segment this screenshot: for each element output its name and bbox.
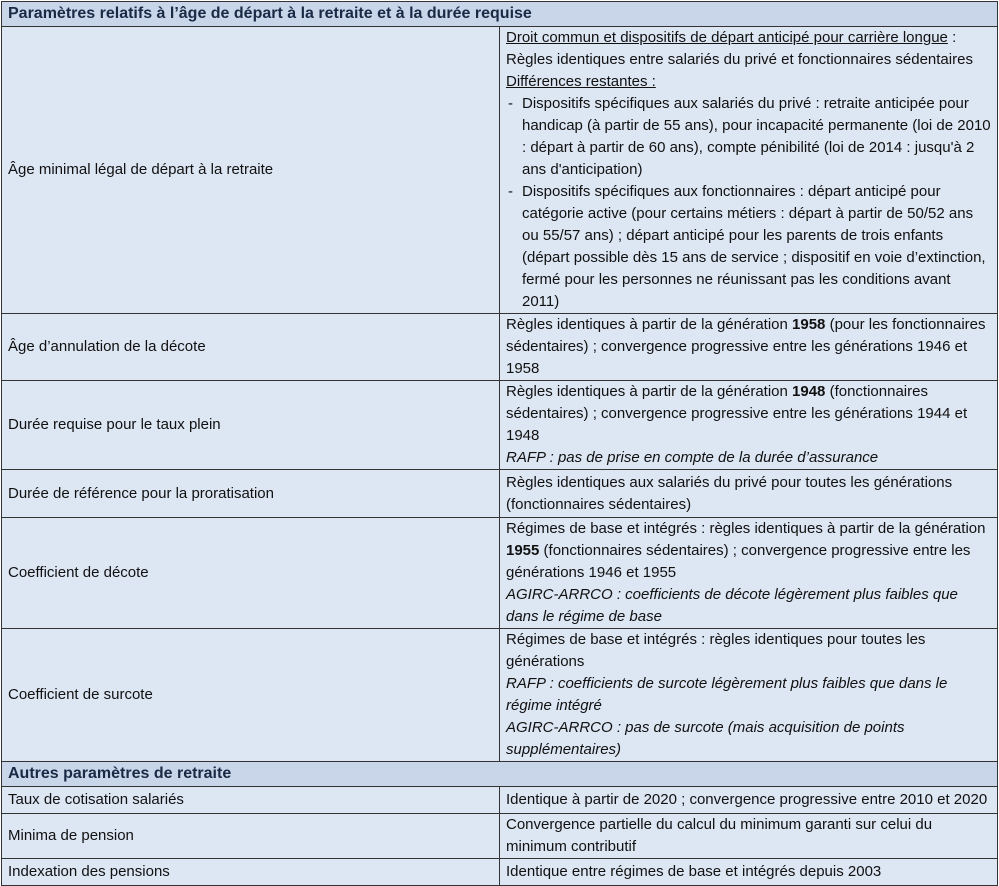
content-text: Règles identiques à partir de la génération: [506, 383, 793, 400]
content-bold: 1955: [506, 542, 540, 559]
table-row: [2, 814, 998, 859]
content-bold: 1958: [792, 316, 826, 333]
table-row: [2, 518, 998, 629]
row-label: Durée requise pour le taux plein: [2, 381, 500, 470]
content-line-italic: AGIRC-ARRCO : pas de surcote (mais acquisition de points supplémentaires): [506, 719, 905, 758]
content-line-italic: RAFP : pas de prise en compte de la durée d’assurance: [506, 449, 879, 466]
row-content: [500, 518, 998, 629]
table-row: [2, 787, 998, 814]
content-line: Règles identiques entre salariés du privé et fonctionnaires sédentaires: [506, 51, 973, 68]
content-line-italic: AGIRC-ARRCO : coefficients de décote légèrement plus faibles que dans le régime de base: [506, 586, 958, 625]
row-label: Taux de cotisation salariés: [2, 787, 500, 814]
row-content: [500, 629, 998, 762]
row-label: Indexation des pensions: [2, 859, 500, 886]
content-text: (fonctionnaires sédentaires) ; convergence progressive entre les générations 1946 et 1955: [506, 542, 971, 581]
row-label: Minima de pension: [2, 814, 500, 859]
subheading: Droit commun et dispositifs de départ anticipé pour carrière longue: [506, 29, 948, 46]
section-header-row: [2, 762, 998, 787]
table-row: [2, 27, 998, 314]
row-content: Identique à partir de 2020 ; convergence progressive entre 2010 et 2020: [500, 787, 998, 814]
content-text: Règles identiques à partir de la génération: [506, 316, 793, 333]
table-row: [2, 381, 998, 470]
content-line: [506, 27, 991, 49]
content-line: Régimes de base et intégrés : règles identiques pour toutes les générations: [506, 631, 926, 670]
row-content: [500, 314, 998, 381]
row-label: Durée de référence pour la proratisation: [2, 470, 500, 518]
table-row: [2, 470, 998, 518]
content-text: (fonctionnaires sédentaires) ; convergence progressive entre les générations 1944 et 1948: [506, 383, 968, 444]
table-row: [2, 629, 998, 762]
row-content: Identique entre régimes de base et intégrés depuis 2003: [500, 859, 998, 886]
section-header-row: [2, 2, 998, 27]
subheading-suffix: :: [947, 29, 957, 46]
row-content: Règles identiques aux salariés du privé pour toutes les générations (fonctionnaires sédentaires): [500, 470, 998, 518]
row-content: [500, 381, 998, 470]
content-bold: 1948: [792, 383, 826, 400]
row-label: Coefficient de décote: [2, 518, 500, 629]
retirement-parameters-table: [1, 1, 998, 886]
table-row: [2, 859, 998, 886]
row-label: Âge d’annulation de la décote: [2, 314, 500, 381]
bullet-list: [506, 93, 991, 313]
row-label: Coefficient de surcote: [2, 629, 500, 762]
content-line: [506, 518, 991, 584]
content-line-italic: RAFP : coefficients de surcote légèrement plus faibles que dans le régime intégré: [506, 675, 948, 714]
section-title: Paramètres relatifs à l’âge de départ à la retraite et à la durée requise: [2, 2, 998, 27]
table-row: [2, 314, 998, 381]
content-text: Régimes de base et intégrés : règles identiques à partir de la génération: [506, 520, 986, 537]
content-text: (pour les fonctionnaires sédentaires) ; convergence progressive entre les générations 1946 et 1958: [506, 316, 986, 377]
content-line: [506, 381, 991, 447]
subheading: Différences restantes :: [506, 73, 656, 90]
list-item: - Dispositifs spécifiques aux fonctionnaires : départ anticipé pour catégorie active (pour certains métiers : départ à partir de 50/52 ans ou 55/57 ans) ; départ anticipé pour les parents de trois enfants (départ possible dès 15 ans de service ; dispositif en voie d’extinction, fermé pour les personnes ne réunissant pas les conditions avant 2011): [506, 181, 991, 313]
row-content: [500, 27, 998, 314]
row-label: Âge minimal légal de départ à la retraite: [2, 27, 500, 314]
list-item: - Dispositifs spécifiques aux salariés du privé : retraite anticipée pour handicap (à partir de 55 ans), pour incapacité permanente (loi de 2010 : départ à partir de 60 ans), compte pénibilité (loi de 2014 : jusqu'à 2 ans d'anticipation): [506, 93, 991, 181]
row-content: Convergence partielle du calcul du minimum garanti sur celui du minimum contributif: [500, 814, 998, 859]
section-title: Autres paramètres de retraite: [2, 762, 998, 787]
